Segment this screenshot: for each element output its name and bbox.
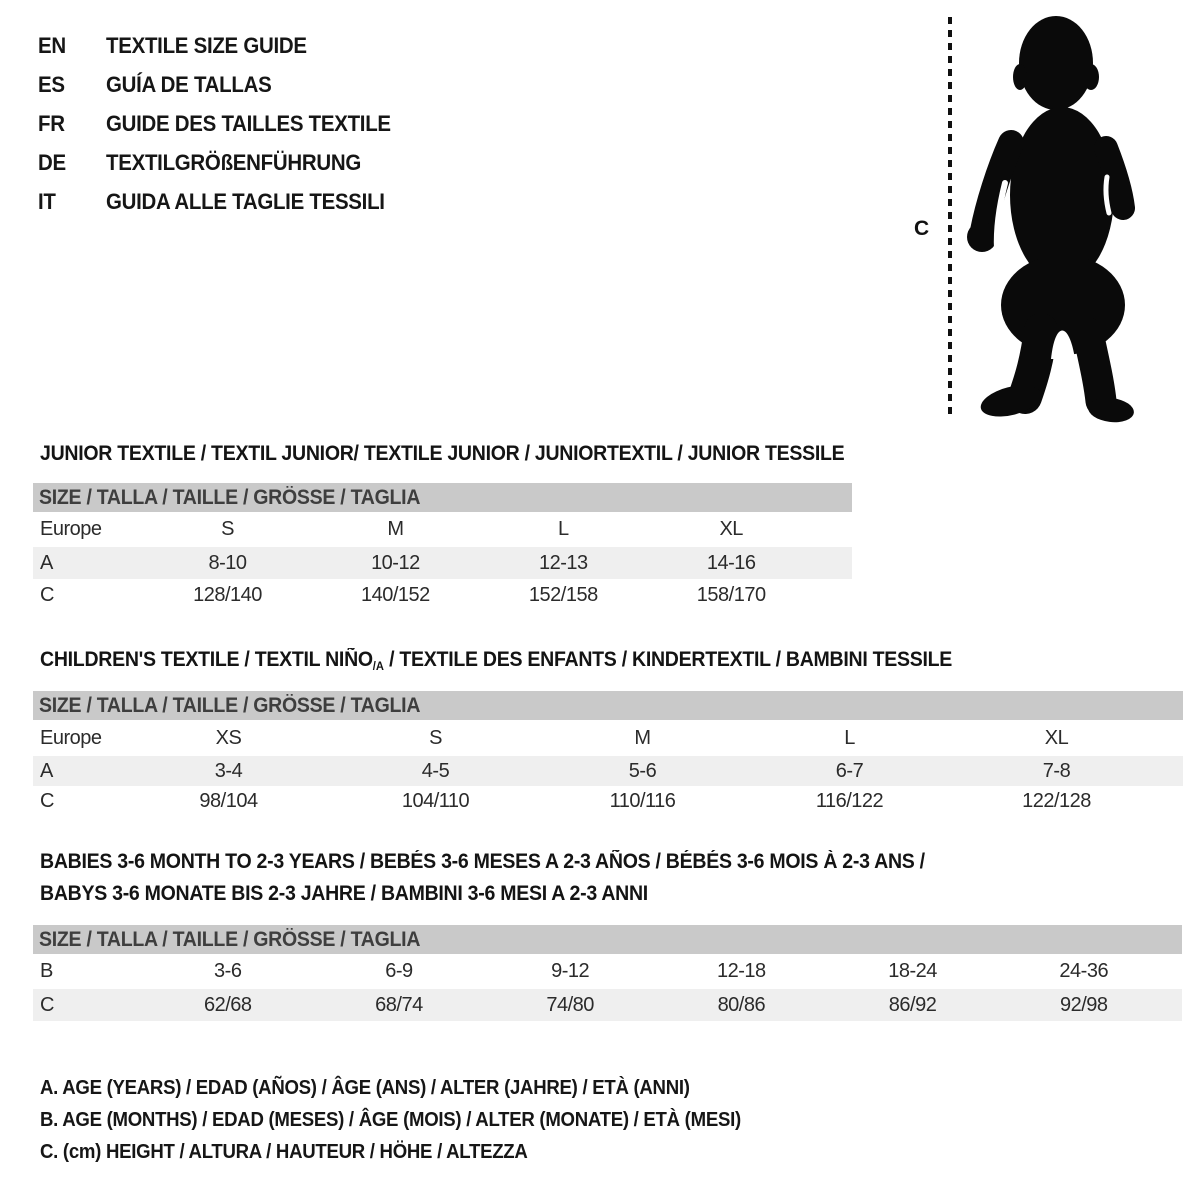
table-row-months	[33, 954, 1182, 989]
row-label: Europe	[40, 726, 102, 749]
row-label: A	[40, 759, 53, 782]
language-label: GUÍA DE TALLAS	[106, 72, 272, 97]
language-label: TEXTILE SIZE GUIDE	[106, 33, 307, 58]
measure-legend	[40, 1072, 794, 1168]
table-row-height	[33, 989, 1182, 1021]
table-row-age	[33, 547, 852, 579]
language-label: GUIDE DES TAILLES TEXTILE	[106, 111, 391, 136]
height-cell: 98/104	[199, 789, 258, 812]
junior-section	[33, 483, 852, 611]
junior-size-table	[33, 512, 852, 611]
size-cell: M	[634, 726, 651, 749]
language-row-de	[38, 150, 412, 176]
height-cell: 110/116	[609, 789, 676, 812]
children-section	[33, 691, 1183, 816]
legend-line-c: C. (cm) HEIGHT / ALTURA / HAUTEUR / HÖHE / ALTEZZA	[40, 1141, 528, 1163]
size-cell: L	[844, 726, 855, 749]
children-size-table	[33, 720, 1183, 816]
row-label: Europe	[40, 518, 102, 540]
size-cell: S	[429, 726, 442, 749]
table-row-europe	[33, 512, 852, 547]
language-code: DE	[38, 150, 66, 175]
height-cell: 158/170	[696, 583, 766, 606]
language-code: EN	[38, 33, 66, 58]
months-cell: 6-9	[385, 960, 413, 982]
height-cell: 152/158	[528, 583, 598, 606]
age-cell: 6-7	[835, 759, 864, 782]
language-code: IT	[38, 189, 56, 214]
language-label: GUIDA ALLE TAGLIE TESSILI	[106, 189, 385, 214]
age-cell: 8-10	[208, 551, 247, 574]
height-cell: 92/98	[1059, 993, 1108, 1016]
months-cell: 12-18	[717, 960, 766, 982]
table-row-age	[33, 756, 1183, 786]
language-row-en	[38, 33, 412, 59]
size-cell: L	[557, 518, 569, 540]
language-label: TEXTILGRÖßENFÜHRUNG	[106, 150, 361, 175]
legend-line-a: A. AGE (YEARS) / EDAD (AÑOS) / ÂGE (ANS) / ALTER (JAHRE) / ETÀ (ANNI)	[40, 1077, 690, 1099]
age-cell: 14-16	[706, 551, 756, 574]
size-header-bar: SIZE / TALLA / TAILLE / GRÖSSE / TAGLIA	[33, 925, 1182, 954]
row-label: C	[40, 993, 54, 1016]
language-code: ES	[38, 72, 65, 97]
nino-a-subscript: /A	[372, 659, 384, 673]
height-cell: 86/92	[888, 993, 937, 1016]
months-cell: 24-36	[1059, 960, 1109, 982]
size-header-bar: SIZE / TALLA / TAILLE / GRÖSSE / TAGLIA	[33, 483, 852, 512]
toddler-silhouette-icon	[965, 15, 1135, 423]
height-measure-label: C	[914, 217, 930, 240]
table-row-height	[33, 786, 1183, 816]
language-list	[38, 33, 412, 215]
age-cell: 12-13	[538, 551, 588, 574]
table-row-europe	[33, 720, 1183, 756]
legend-line-b: B. AGE (MONTHS) / EDAD (MESES) / ÂGE (MOIS) / ALTER (MONATE) / ETÀ (MESI)	[40, 1109, 741, 1131]
height-cell: 62/68	[203, 993, 252, 1016]
age-cell: 5-6	[628, 759, 657, 782]
language-row-it	[38, 189, 412, 215]
size-header-bar: SIZE / TALLA / TAILLE / GRÖSSE / TAGLIA	[33, 691, 1183, 720]
height-cell: 68/74	[375, 993, 423, 1016]
months-cell: 3-6	[214, 960, 242, 982]
row-label: B	[40, 960, 53, 982]
row-label: C	[40, 583, 54, 606]
height-cell: 80/86	[717, 993, 766, 1016]
language-row-es	[38, 72, 412, 98]
height-measure-dashed-line	[948, 17, 952, 415]
height-cell: 74/80	[546, 993, 594, 1016]
row-label: A	[40, 551, 53, 574]
height-cell: 128/140	[193, 583, 262, 606]
junior-section-title: JUNIOR TEXTILE / TEXTIL JUNIOR/ TEXTILE JUNIOR / JUNIORTEXTIL / JUNIOR TESSILE	[40, 442, 845, 465]
age-cell: 7-8	[1042, 759, 1071, 782]
age-cell: 3-4	[214, 759, 243, 782]
age-cell: 10-12	[371, 551, 420, 574]
size-cell: XL	[719, 518, 743, 540]
height-cell: 104/110	[401, 789, 470, 812]
size-cell: XS	[215, 726, 242, 749]
children-section-title: CHILDREN'S TEXTILE / TEXTIL $NIÑO_{/A}$ / TEXTILE DES ENFANTS / KINDERTEXTIL / BAMBINI TESSILE	[40, 648, 953, 673]
size-cell: M	[387, 518, 404, 540]
height-cell: 140/152	[361, 583, 430, 606]
age-cell: 4-5	[421, 759, 450, 782]
row-label: C	[40, 789, 54, 812]
height-cell: 122/128	[1022, 789, 1091, 812]
months-cell: 9-12	[551, 960, 590, 982]
table-row-height	[33, 579, 852, 611]
babies-size-table	[33, 954, 1182, 1021]
language-row-fr	[38, 111, 412, 137]
babies-section	[33, 925, 1182, 1021]
height-cell: 116/122	[815, 789, 884, 812]
language-code: FR	[38, 111, 65, 136]
months-cell: 18-24	[888, 960, 937, 982]
size-cell: S	[221, 518, 234, 540]
babies-section-title: BABIES 3-6 MONTH TO 2-3 YEARS / BEBÉS 3-6 MESES A 2-3 AÑOS / BÉBÉS 3-6 MOIS À 2-3 ANS / BABYS 3-6 MONATE BIS 2-3 JAHRE / BAMBINI 3-6 MESI A 2-3 ANNI	[40, 850, 925, 905]
size-cell: XL	[1044, 726, 1069, 749]
